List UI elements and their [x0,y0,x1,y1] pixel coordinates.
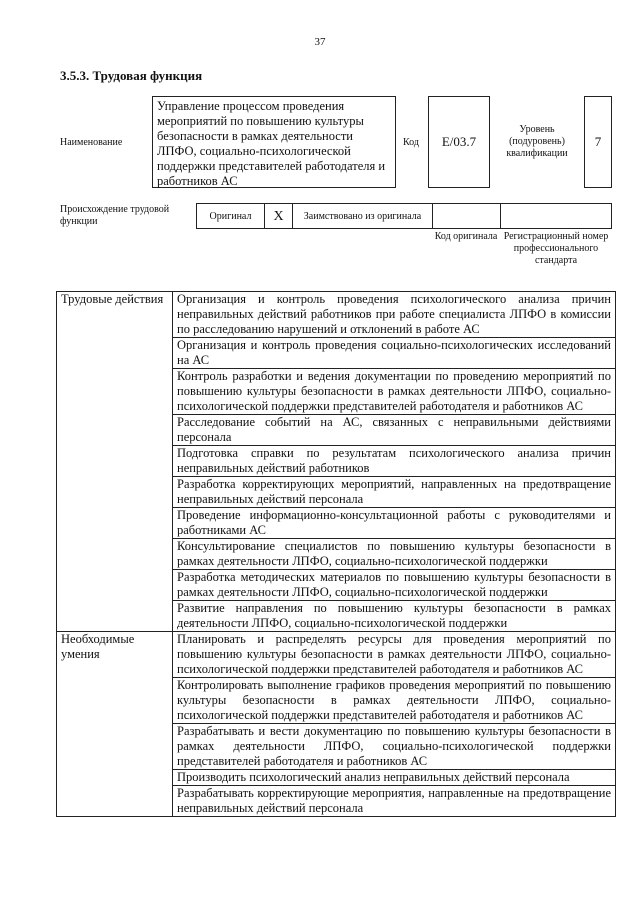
function-name-box: Управление процессом проведения мероприятий по повышению культуры безопасности в рамках деятельности ЛПФО, социально-психологической поддержки представителей работодателя и работников АС [152,96,396,188]
list-item: Консультирование специалистов по повышению культуры безопасности в рамках деятельности ЛПФО, социально-психологической поддержки [173,539,616,570]
list-item: Проведение информационно-консультационной работы с руководителями и работниками АС [173,508,616,539]
original-label: Оригинал [196,203,264,229]
table-row [57,632,616,678]
borrowed-label: Заимствовано из оригинала [292,203,432,229]
name-label: Наименование [60,137,123,148]
list-item: Организация и контроль проведения социально-психологических исследований на АС [173,338,616,369]
level-value: 7 [584,96,612,188]
code-caption: Код оригинала [434,231,498,242]
list-item: Организация и контроль проведения психологического анализа причин неправильных действий работников при работе специалиста ЛПФО в комиссии по расследованию нарушений и отклонений в работе АС [173,292,616,338]
section-heading: Необходимые умения [57,632,173,817]
level-label: Уровень (подуровень) квалификации [506,124,568,159]
section-title: 3.5.3. Трудовая функция [60,68,203,83]
list-item: Разрабатывать корректирующие мероприятия, направленные на предотвращение неправильных действий персонала [173,786,616,817]
reg-caption: Регистрационный номер профессионального стандарта [503,231,609,266]
list-item: Контроль разработки и ведения документации по проведению мероприятий по повышению культуры безопасности в рамках деятельности ЛПФО, социально-психологической поддержки представителей работодателя и работников АС [173,369,616,415]
list-item: Подготовка справки по результатам психологического анализа причин неправильных действий работников [173,446,616,477]
list-item: Разработка корректирующих мероприятий, направленных на предотвращение неправильных действий персонала [173,477,616,508]
section-heading: Трудовые действия [57,292,173,632]
list-item: Развитие направления по повышению культуры безопасности в рамках деятельности ЛПФО, социально-психологической поддержки [173,601,616,632]
list-item: Разработка методических материалов по повышению культуры безопасности в рамках деятельности ЛПФО, социально-психологической поддержки [173,570,616,601]
list-item: Планировать и распределять ресурсы для проведения мероприятий по повышению культуры безопасности в рамках деятельности ЛПФО, социально-психологической поддержки представителей работодателя и работников АС [173,632,616,678]
list-item: Производить психологический анализ неправильных действий персонала [173,770,616,786]
list-item: Разрабатывать и вести документацию по повышению культуры безопасности в рамках деятельности ЛПФО, социально-психологической поддержки представителей работодателя и работников АС [173,724,616,770]
list-item: Расследование событий на АС, связанных с неправильными действиями персонала [173,415,616,446]
code-value: E/03.7 [428,96,490,188]
origin-label: Происхождение трудовой функции [60,204,170,227]
origin-row [196,203,612,229]
table-row [57,292,616,338]
original-mark: X [264,203,292,229]
origin-code-cell [432,203,500,229]
origin-reg-cell [500,203,612,229]
page-number: 37 [314,36,326,48]
code-label: Код [403,137,419,148]
requirements-table [56,291,616,817]
list-item: Контролировать выполнение графиков проведения мероприятий по повышению культуры безопасности в рамках деятельности ЛПФО, социально-психологической поддержки представителей работодателя и работников АС [173,678,616,724]
